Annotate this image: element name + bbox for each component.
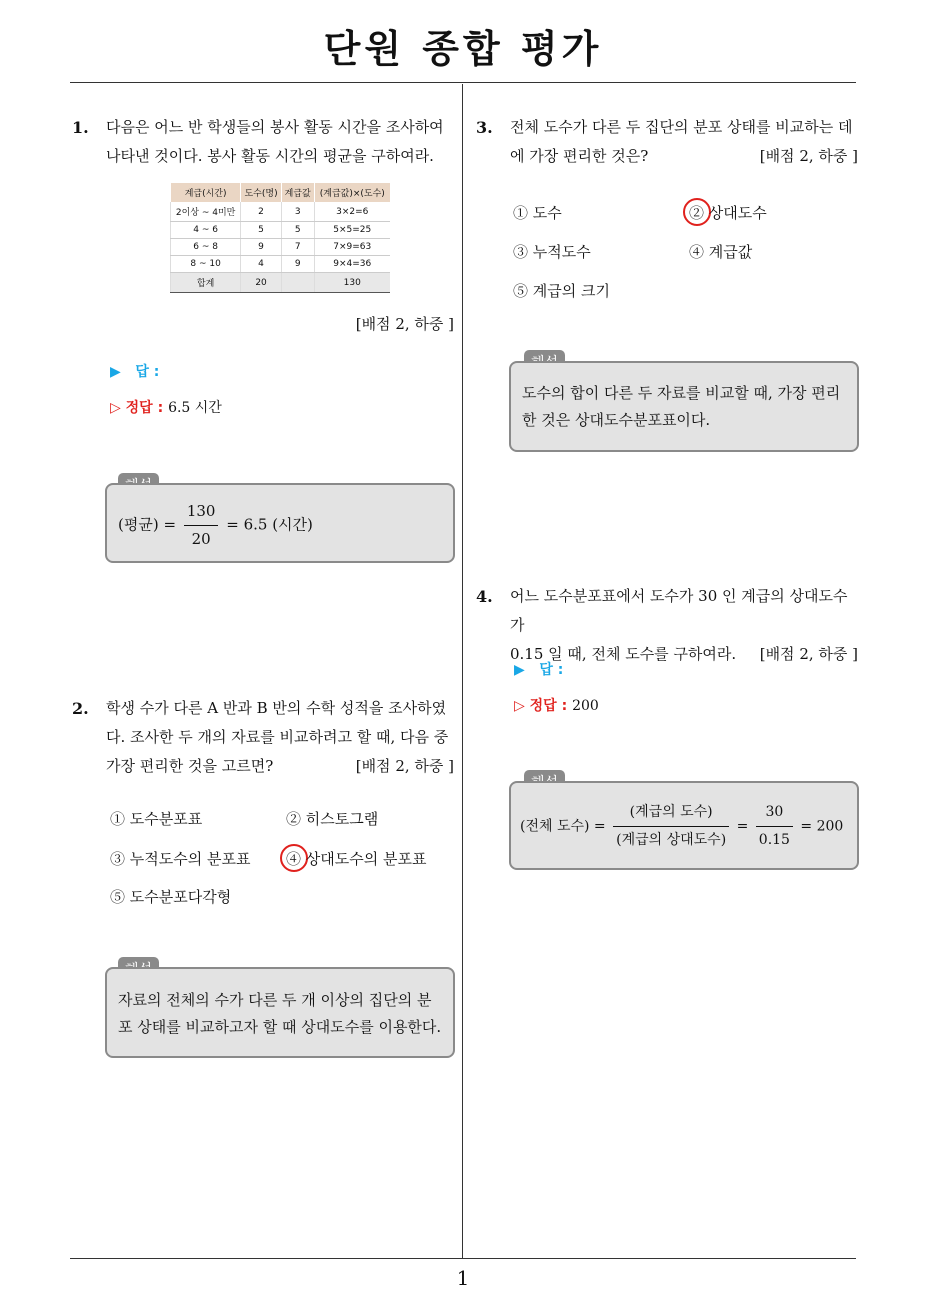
q2-option-1[interactable]: ① 도수분포표: [110, 810, 203, 828]
bottom-rule: [70, 1258, 856, 1259]
q2-points: [배점 2, 하중 ]: [355, 757, 454, 775]
play-icon: ▶: [514, 662, 525, 678]
q1-frequency-table: [170, 183, 390, 293]
q2-number: 2.: [72, 699, 89, 718]
table-header: 계급값: [281, 183, 314, 202]
triangle-outline-icon: ▷: [514, 698, 525, 714]
triangle-outline-icon: ▷: [110, 400, 121, 416]
q2-option-2[interactable]: ② 히스토그램: [286, 810, 379, 828]
table-header: 도수(명): [241, 183, 282, 202]
q2-explain-text: 자료의 전체의 수가 다른 두 개 이상의 집단의 분 포 상태를 비교하고자 할 때 상대도수를 이용한다.: [118, 991, 442, 1036]
q1-line1: 다음은 어느 반 학생들의 봉사 활동 시간을 조사하여: [106, 118, 444, 136]
page-number: 1: [456, 1266, 470, 1290]
table-row: 8 ~ 10 4 9 9×4=36: [171, 256, 391, 273]
top-rule: [70, 82, 856, 83]
table-header: (계급값)×(도수): [314, 183, 390, 202]
q4-points: [배점 2, 하중 ]: [759, 645, 858, 663]
table-total-row: 합계 20 130: [171, 273, 391, 293]
q4-number: 4.: [476, 587, 493, 606]
q2-option-5[interactable]: ⑤ 도수분포다각형: [110, 888, 232, 906]
q3-number: 3.: [476, 118, 493, 137]
fraction: $\frac{\text{(계급의 도수)}}{\text{(계급의 상대도수)}}$: [613, 799, 729, 854]
correct-label: 정답 :: [125, 400, 164, 416]
q1-answer-line: [110, 361, 159, 381]
table-header: 계급(시간): [171, 183, 241, 202]
q3-text: 전체 도수가 다른 두 집단의 분포 상태를 비교하는 데 에 가장 편리한 것은? [배점 2, 하중 ]: [510, 113, 858, 171]
q4-correct-value: 200: [572, 698, 599, 714]
page-title: 단원 종합 평가: [323, 27, 603, 71]
q2-option-3[interactable]: ③ 누적도수의 분포표: [110, 850, 251, 868]
q1-line2: 나타낸 것이다. 봉사 활동 시간의 평균을 구하여라.: [106, 147, 434, 165]
q4-answer-line: [514, 659, 563, 679]
column-divider: [462, 84, 463, 1259]
q4-text: 어느 도수분포표에서 도수가 30 인 계급의 상대도수가 0.15 일 때, 전체 도수를 구하여라. [배점 2, 하중 ]: [510, 582, 858, 669]
fraction: $\frac{130}{20}$: [184, 498, 219, 553]
fraction: $\frac{30}{0.15}$: [756, 799, 793, 854]
q1-correct-line: [110, 397, 222, 417]
correct-label: 정답 :: [529, 698, 568, 714]
q3-option-4[interactable]: ④ 계급값: [689, 243, 753, 261]
q3-option-2[interactable]: ② 상대도수: [689, 204, 767, 222]
q3-explain-text: 도수의 합이 다른 두 자료를 비교할 때, 가장 편리 한 것은 상대도수분포표이다.: [522, 384, 841, 429]
q4-explain-formula: (전체 도수) = $\frac{\text{(계급의 도수)}}{\text{(계급의 상대도수)}}$ = $\frac{30}{0.15}$ = 200: [520, 799, 843, 854]
answer-label: 답 :: [539, 662, 564, 678]
q2-text: 학생 수가 다른 A 반과 B 반의 수학 성적을 조사하였 다. 조사한 두 개의 자료를 비교하려고 할 때, 다음 중 가장 편리한 것을 고르면? [배점 2, 하중 ]: [106, 694, 454, 781]
q1-correct-value: 6.5 시간: [168, 400, 222, 416]
table-row: 6 ~ 8 9 7 7×9=63: [171, 239, 391, 256]
play-icon: ▶: [110, 364, 121, 380]
q4-correct-line: [514, 695, 599, 715]
q3-option-3[interactable]: ③ 누적도수: [513, 243, 591, 261]
q3-points: [배점 2, 하중 ]: [759, 147, 858, 165]
q2-option-4[interactable]: ④ 상대도수의 분포표: [286, 850, 427, 868]
answer-label: 답 :: [135, 364, 160, 380]
q1-text: [106, 113, 454, 171]
table-row: 2이상 ~ 4미만 2 3 3×2=6: [171, 202, 391, 222]
q3-option-5[interactable]: ⑤ 계급의 크기: [513, 282, 610, 300]
q3-option-1[interactable]: ① 도수: [513, 204, 562, 222]
q1-explain-formula: (평균) = $\frac{130}{20}$ = 6.5 (시간): [118, 498, 313, 553]
table-row: 4 ~ 6 5 5 5×5=25: [171, 222, 391, 239]
q1-number: 1.: [72, 118, 89, 137]
q1-points: [배점 2, 하중 ]: [355, 315, 454, 333]
